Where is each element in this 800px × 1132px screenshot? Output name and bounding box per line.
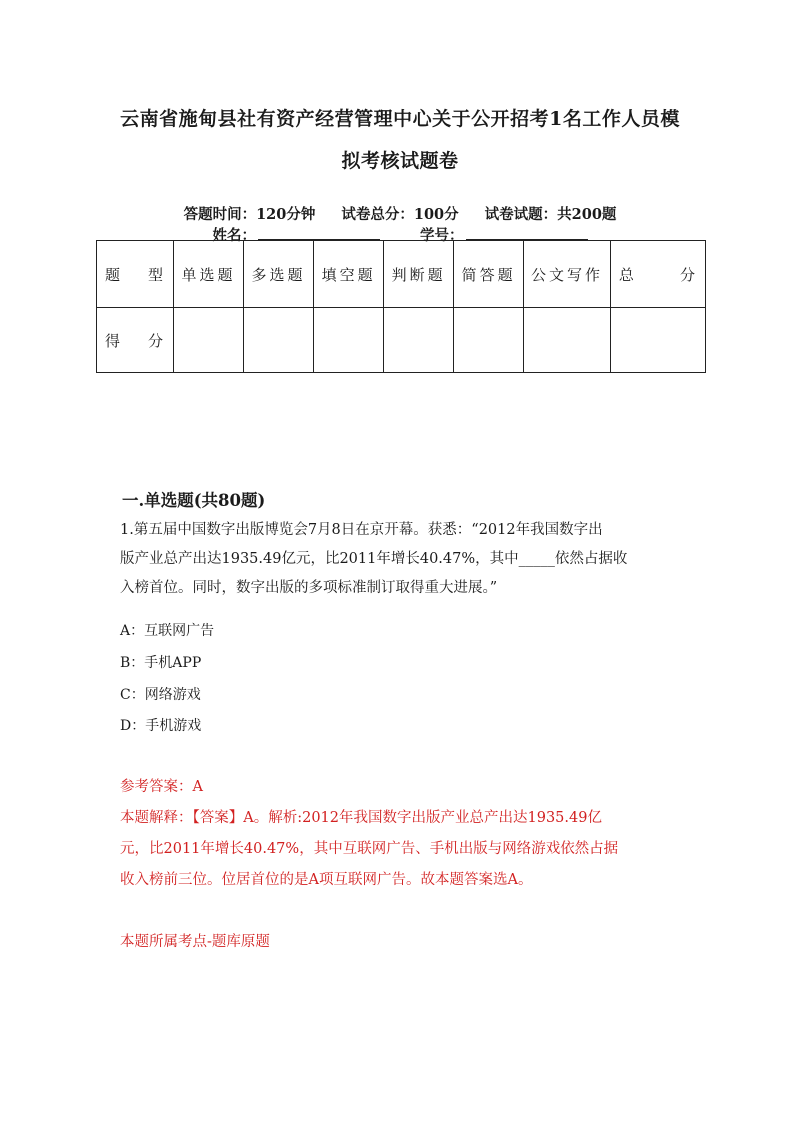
id-blank[interactable]	[466, 227, 588, 240]
id-label: 学号：	[420, 227, 464, 244]
type-single-choice: 单选题	[174, 241, 244, 308]
exam-total-score: 试卷总分：100分	[341, 206, 459, 223]
score-cell[interactable]	[174, 308, 244, 373]
option-b[interactable]: B：手机APP	[120, 655, 202, 671]
option-c[interactable]: C：网络游戏	[120, 687, 201, 703]
score-table-score-row	[97, 308, 706, 373]
question-source: 本题所属考点-题库原题	[120, 934, 270, 950]
name-blank[interactable]	[258, 227, 380, 240]
question-line: 入榜首位。同时，数字出版的多项标准制订取得重大进展。”	[120, 580, 498, 596]
question-line: 1.第五届中国数字出版博览会7月8日在京开幕。获悉：“2012年我国数字出	[120, 522, 603, 538]
explanation-line: 元，比2011年增长40.47%，其中互联网广告、手机出版与网络游戏依然占据	[120, 841, 619, 857]
exam-question-count: 试卷试题：共200题	[484, 206, 617, 223]
exam-time: 答题时间：120分钟	[183, 206, 316, 223]
score-cell[interactable]	[384, 308, 454, 373]
score-cell[interactable]	[610, 308, 705, 373]
explanation-line: 本题解释：【答案】A。解析:2012年我国数字出版产业总产出达1935.49亿	[120, 810, 602, 826]
exam-meta-row	[0, 203, 800, 224]
reference-answer: 参考答案：A	[120, 779, 203, 795]
question-line: 版产业总产出达1935.49亿元，比2011年增长40.47%，其中_____依然占据收	[120, 551, 628, 567]
section-heading: 一.单选题(共80题)	[122, 491, 266, 510]
exam-title-line1: 云南省施甸县社有资产经营管理中心关于公开招考1名工作人员模	[120, 108, 680, 130]
option-d[interactable]: D：手机游戏	[120, 718, 202, 734]
option-a[interactable]: A：互联网广告	[120, 623, 215, 639]
score-table	[96, 240, 706, 373]
header-label-cell: 题 型	[97, 241, 174, 308]
total-label-cell: 总 分	[610, 241, 705, 308]
score-cell[interactable]	[244, 308, 314, 373]
question-text	[120, 516, 690, 603]
type-fill-blank: 填空题	[314, 241, 384, 308]
score-table-header-row	[97, 241, 706, 308]
score-label-cell: 得 分	[97, 308, 174, 373]
type-multi-choice: 多选题	[244, 241, 314, 308]
explanation-line: 收入榜前三位。位居首位的是A项互联网广告。故本题答案选A。	[120, 872, 533, 888]
score-cell[interactable]	[524, 308, 611, 373]
type-short-answer: 简答题	[454, 241, 524, 308]
score-cell[interactable]	[314, 308, 384, 373]
answer-explanation	[120, 803, 700, 896]
type-true-false: 判断题	[384, 241, 454, 308]
type-official-writing: 公文写作	[524, 241, 611, 308]
score-cell[interactable]	[454, 308, 524, 373]
exam-title-line2: 拟考核试题卷	[341, 150, 459, 172]
name-label: 姓名：	[212, 227, 256, 244]
